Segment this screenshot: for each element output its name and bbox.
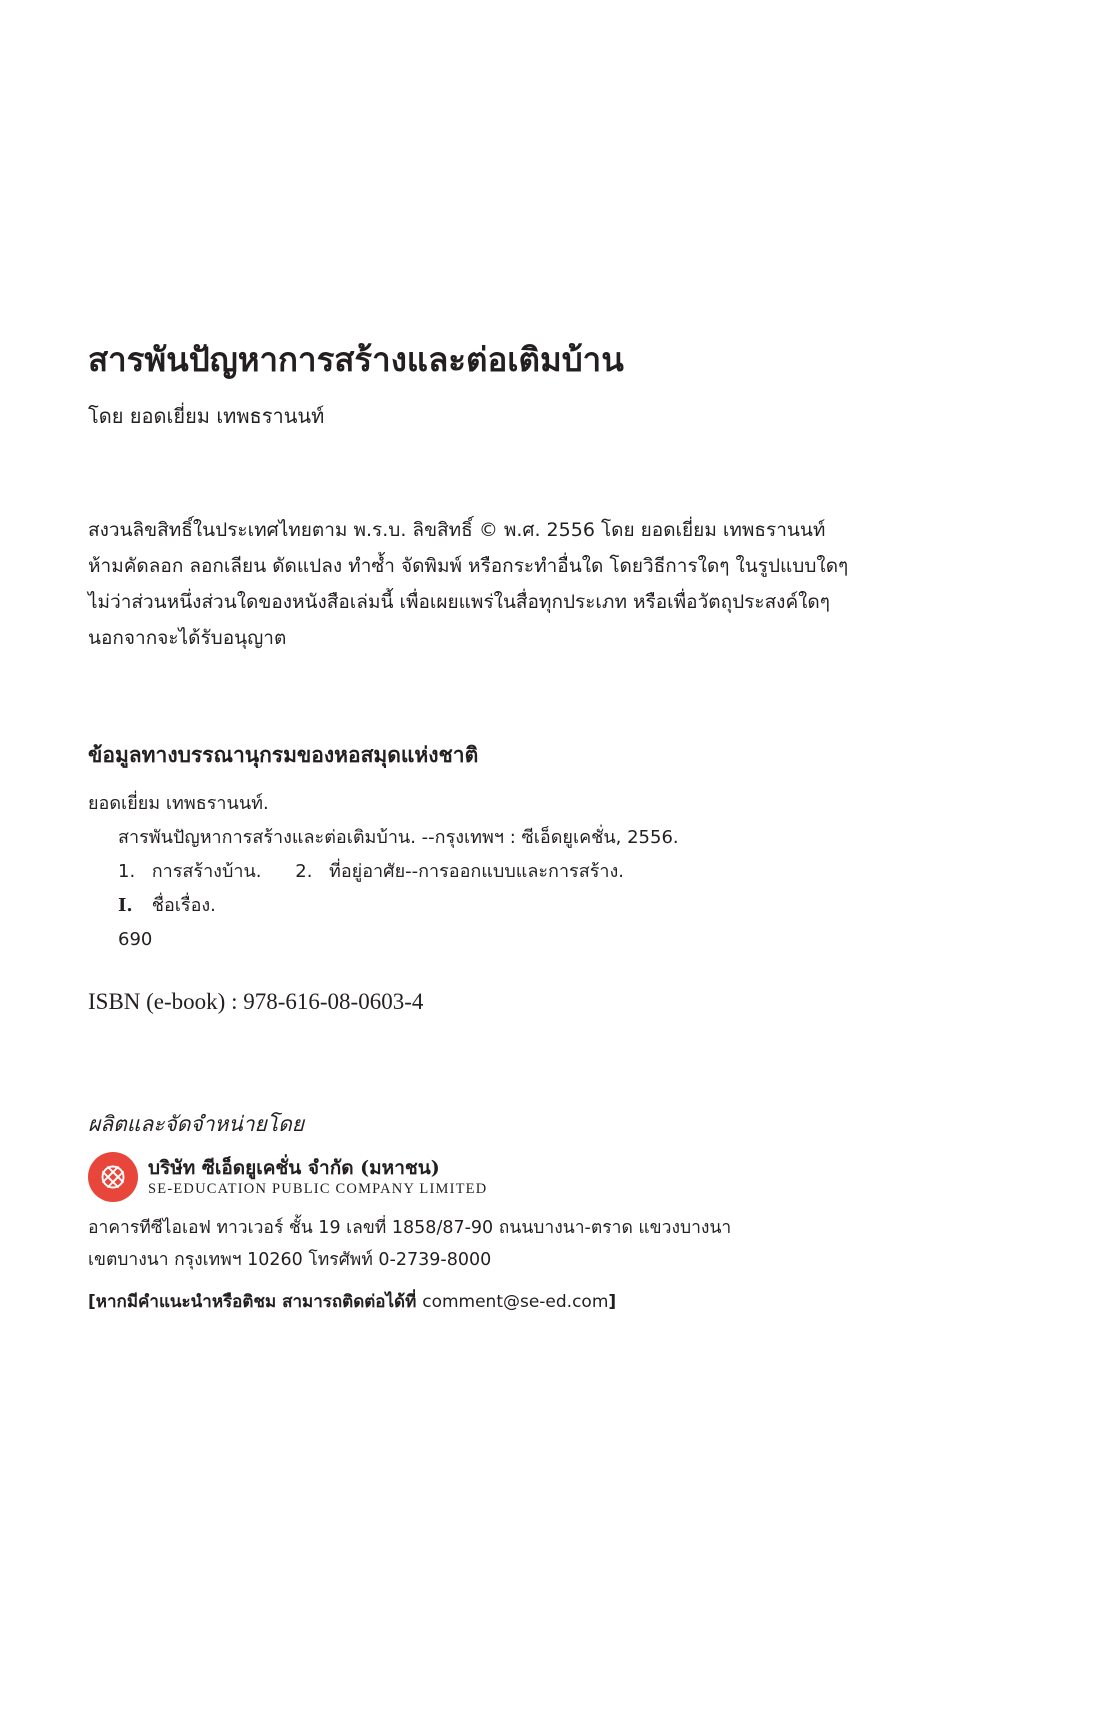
- cip-heading: ข้อมูลทางบรรณานุกรมของหอสมุดแห่งชาติ: [88, 742, 479, 767]
- copyright-line: นอกจากจะได้รับอนุญาต: [88, 627, 287, 649]
- publisher-name-english: SE-EDUCATION PUBLIC COMPANY LIMITED: [148, 1181, 488, 1197]
- cip-block: [88, 787, 679, 957]
- cip-subject-number: 2.: [295, 861, 313, 882]
- cip-added-entry: [88, 889, 679, 923]
- contact-note: [88, 1286, 616, 1318]
- book-title: สารพันปัญหาการสร้างและต่อเติมบ้าน: [88, 340, 624, 379]
- producer-label: ผลิตและจัดจำหน่ายโดย: [88, 1112, 305, 1136]
- address-line: อาคารทีซีไอเอฟ ทาวเวอร์ ชั้น 19 เลขที่ 1858/87-90 ถนนบางนา-ตราด แขวงบางนา: [88, 1218, 732, 1238]
- cip-author: ยอดเยี่ยม เทพธรานนท์.: [88, 793, 269, 814]
- knot-icon: [98, 1162, 128, 1192]
- cip-subject-text: ที่อยู่อาศัย--การออกแบบและการสร้าง.: [329, 861, 624, 882]
- copyright-notice: [88, 512, 848, 656]
- publisher-name-thai: บริษัท ซีเอ็ดยูเคชั่น จำกัด (มหาชน): [148, 1157, 440, 1179]
- cip-subject: [118, 855, 262, 889]
- cip-subjects: [88, 855, 679, 889]
- se-ed-logo-icon: [88, 1152, 138, 1202]
- contact-bracket-close: ]: [608, 1292, 617, 1312]
- copyright-line: ห้ามคัดลอก ลอกเลียน ดัดแปลง ทำซ้ำ จัดพิมพ์ หรือกระทำอื่นใด โดยวิธีการใดๆ ในรูปแบบใดๆ: [88, 555, 849, 577]
- contact-bracket-open: [: [88, 1292, 96, 1312]
- cip-added-entry-number: I.: [118, 895, 133, 916]
- publisher: [88, 1150, 487, 1204]
- contact-email[interactable]: comment@se-ed.com: [422, 1292, 609, 1312]
- publisher-names: [148, 1156, 487, 1198]
- publisher-address: [88, 1212, 731, 1276]
- contact-prompt: หากมีคำแนะนำหรือติชม สามารถติดต่อได้ที่: [95, 1292, 423, 1312]
- cip-subject-number: 1.: [118, 861, 136, 882]
- cip-class-number: 690: [118, 929, 153, 950]
- cip-title-line: สารพันปัญหาการสร้างและต่อเติมบ้าน. --กรุงเทพฯ : ซีเอ็ดยูเคชั่น, 2556.: [118, 827, 679, 848]
- copyright-line: ไม่ว่าส่วนหนึ่งส่วนใดของหนังสือเล่มนี้ เพื่อเผยแพร่ในสื่อทุกประเภท หรือเพื่อวัตถุประสงค์ใดๆ: [88, 591, 830, 613]
- author-byline: โดย ยอดเยี่ยม เทพธรานนท์: [88, 404, 325, 428]
- address-line: เขตบางนา กรุงเทพฯ 10260 โทรศัพท์ 0-2739-8000: [88, 1250, 492, 1270]
- cip-added-entry-text: ชื่อเรื่อง.: [151, 895, 216, 916]
- cip-subject: [295, 855, 624, 889]
- cip-subject-text: การสร้างบ้าน.: [151, 861, 262, 882]
- isbn: ISBN (e-book) : 978-616-08-0603-4: [88, 989, 424, 1014]
- copyright-line: สงวนลิขสิทธิ์ในประเทศไทยตาม พ.ร.บ. ลิขสิทธิ์ © พ.ศ. 2556 โดย ยอดเยี่ยม เทพธรานนท์: [88, 519, 826, 541]
